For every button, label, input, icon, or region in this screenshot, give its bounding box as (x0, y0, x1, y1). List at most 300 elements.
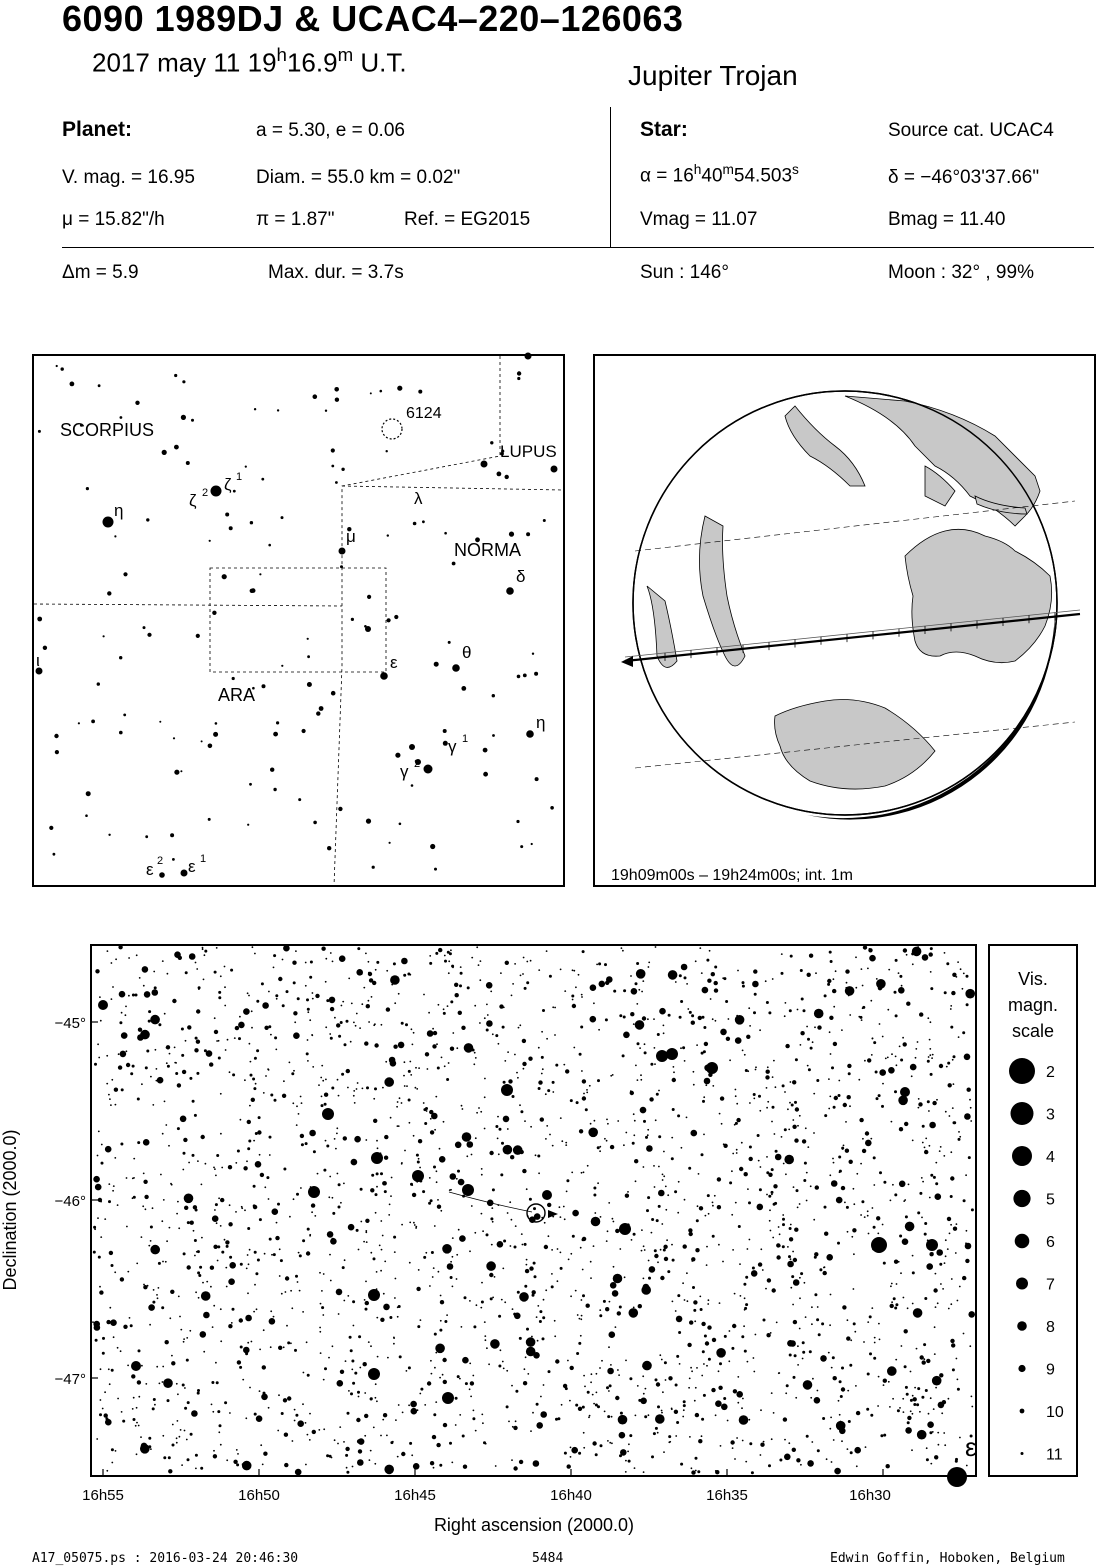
field-star (648, 966, 650, 968)
field-star (433, 1267, 435, 1269)
field-star (860, 1214, 862, 1216)
field-star (898, 1261, 900, 1263)
field-star (873, 1357, 876, 1360)
field-star (913, 1397, 917, 1401)
field-star (408, 1070, 411, 1073)
field-star (277, 1430, 279, 1432)
field-star (742, 985, 745, 988)
field-star (768, 1195, 771, 1198)
field-star (705, 1341, 709, 1345)
field-star (109, 1098, 111, 1100)
field-star (613, 990, 616, 993)
field-star (398, 1305, 401, 1308)
field-star (848, 1072, 851, 1075)
field-star (352, 1382, 355, 1385)
field-star (112, 1190, 114, 1192)
field-star (282, 959, 284, 961)
field-star (906, 1393, 909, 1396)
field-star (268, 1407, 270, 1409)
field-star (382, 1235, 384, 1237)
field-star (486, 1261, 496, 1271)
field-star (175, 1072, 178, 1075)
field-star (747, 1070, 749, 1072)
field-star (933, 1408, 935, 1410)
field-star (319, 1327, 321, 1329)
field-star (658, 1135, 661, 1138)
field-star (611, 1416, 613, 1418)
field-star (380, 1435, 382, 1437)
field-star (131, 1374, 135, 1378)
finder-star (505, 475, 509, 479)
field-star (503, 1240, 506, 1243)
field-star (418, 1269, 420, 1271)
field-star (915, 1057, 917, 1059)
field-star (908, 1184, 910, 1186)
field-star (497, 1116, 499, 1118)
field-star (366, 1004, 370, 1008)
field-star (882, 1083, 884, 1085)
field-star (195, 1291, 197, 1293)
field-star (663, 1151, 665, 1153)
field-star (158, 1287, 160, 1289)
ra-tick-1645: 16h45 (394, 1487, 436, 1504)
field-star (896, 1064, 898, 1066)
field-star (503, 1116, 510, 1123)
finder-star (103, 517, 114, 528)
field-star (726, 1037, 730, 1041)
field-star (450, 1047, 454, 1051)
field-star (737, 970, 739, 972)
field-star (182, 1169, 184, 1171)
field-star (220, 1444, 222, 1446)
field-star (516, 1072, 518, 1074)
field-star (844, 1202, 846, 1204)
field-star (606, 1119, 608, 1121)
field-star (745, 1303, 748, 1306)
field-star (709, 950, 711, 952)
field-star (488, 1363, 490, 1365)
field-star (247, 1227, 250, 1230)
field-star (100, 1236, 102, 1238)
field-star (927, 1060, 930, 1063)
field-star (526, 1347, 536, 1357)
field-star (894, 1193, 897, 1196)
field-star (237, 1360, 241, 1364)
field-star (153, 1289, 155, 1291)
field-star (161, 1220, 163, 1222)
field-star (188, 1162, 190, 1164)
field-star (787, 1108, 789, 1110)
finder-star (162, 450, 167, 455)
field-star (571, 1172, 573, 1174)
field-star (141, 1083, 143, 1085)
field-star (748, 1419, 750, 1421)
field-star (497, 1241, 504, 1248)
field-star (177, 1201, 179, 1203)
field-star (463, 1465, 467, 1469)
field-star (532, 1290, 536, 1294)
field-star (883, 1181, 886, 1184)
finder-star (55, 750, 59, 754)
field-star (273, 1253, 276, 1256)
field-star (150, 1226, 153, 1229)
finder-star (174, 445, 179, 450)
field-star (841, 1440, 843, 1442)
field-star (847, 1319, 849, 1321)
field-star (566, 1179, 569, 1182)
field-star (828, 1078, 830, 1080)
field-star (218, 1040, 220, 1042)
field-star (181, 1054, 184, 1057)
field-star (172, 1424, 174, 1426)
field-star (148, 1245, 150, 1247)
field-star (890, 1285, 892, 1287)
field-star (775, 1150, 778, 1153)
field-star (217, 1410, 220, 1413)
field-star (831, 1461, 833, 1463)
field-star (879, 1023, 881, 1025)
field-star (867, 1215, 869, 1217)
field-star (482, 1230, 484, 1232)
field-star (419, 1393, 421, 1395)
field-star (381, 1024, 383, 1026)
field-star (195, 1454, 198, 1457)
field-star (264, 1253, 266, 1255)
field-star (830, 1294, 832, 1296)
finder-star (159, 872, 165, 878)
field-star (953, 1121, 956, 1124)
field-star (445, 1359, 447, 1361)
field-star (339, 1426, 341, 1428)
field-star (922, 1125, 925, 1128)
field-star (573, 1047, 575, 1049)
field-star (748, 1007, 750, 1009)
field-star (495, 1465, 497, 1467)
field-star (409, 974, 411, 976)
field-star (301, 1102, 303, 1104)
field-star (768, 1011, 771, 1014)
field-star (809, 1350, 812, 1353)
field-star (442, 1244, 452, 1254)
field-star (695, 1413, 699, 1417)
field-star (115, 1104, 117, 1106)
field-star (180, 1329, 182, 1331)
field-star (818, 1333, 821, 1336)
field-star (358, 1335, 361, 1338)
star-vmag: Vmag = 11.07 (640, 209, 758, 230)
field-star (380, 1270, 382, 1272)
field-star (321, 1290, 323, 1292)
field-star (901, 985, 903, 987)
field-star (432, 1276, 434, 1278)
field-star (109, 1307, 111, 1309)
field-star (814, 1256, 817, 1259)
field-star (485, 1443, 487, 1445)
field-star (191, 1410, 198, 1417)
field-star (824, 1114, 827, 1117)
field-star (382, 1419, 384, 1421)
field-star (701, 1418, 704, 1421)
field-star (294, 1021, 296, 1023)
field-star (140, 1436, 142, 1438)
field-star (370, 1450, 372, 1452)
detail-chart-svg (92, 946, 975, 1475)
field-star (176, 1213, 178, 1215)
field-star (216, 1381, 219, 1384)
field-star (312, 998, 314, 1000)
field-star (448, 1062, 450, 1064)
field-star (408, 1366, 411, 1369)
field-star (201, 1184, 203, 1186)
field-star (877, 1233, 879, 1235)
field-star (804, 1282, 806, 1284)
svg-text:ι: ι (36, 651, 40, 670)
field-star (703, 1026, 706, 1029)
field-star (874, 1342, 876, 1344)
field-star (424, 1404, 426, 1406)
field-star (144, 991, 151, 998)
field-star (638, 1304, 642, 1308)
field-star (197, 1392, 200, 1395)
legend-mag-label: 5 (1046, 1191, 1055, 1209)
field-star (800, 969, 803, 972)
finder-star (181, 870, 188, 877)
field-star (758, 1160, 760, 1162)
field-star (862, 1138, 864, 1140)
field-star (752, 981, 759, 988)
field-star (784, 1128, 787, 1131)
field-star (921, 1396, 924, 1399)
field-star (415, 1067, 417, 1069)
field-star (356, 1418, 360, 1422)
field-star (790, 1258, 792, 1260)
field-star (582, 1406, 585, 1409)
field-star (608, 1202, 610, 1204)
field-star (187, 1265, 191, 1269)
field-star (599, 1146, 601, 1148)
field-star (590, 1381, 592, 1383)
field-star (807, 1065, 809, 1067)
field-star (475, 1057, 477, 1059)
field-star (599, 1367, 601, 1369)
legend-mag-label: 8 (1046, 1319, 1055, 1336)
field-star (339, 955, 346, 962)
field-star (795, 1058, 798, 1061)
field-star (924, 1147, 926, 1149)
field-star (320, 1303, 322, 1305)
field-star (165, 1124, 167, 1126)
finder-star (434, 662, 439, 667)
field-star (364, 1392, 366, 1394)
field-star (543, 1299, 545, 1301)
field-star (876, 978, 878, 980)
field-star (172, 999, 176, 1003)
field-star (187, 1458, 190, 1461)
field-star (375, 969, 377, 971)
field-star (952, 1107, 954, 1109)
field-star (454, 983, 458, 987)
field-star (582, 950, 585, 953)
field-star (898, 972, 900, 974)
field-star (216, 1222, 218, 1224)
field-star (929, 1252, 933, 1256)
field-star (448, 960, 450, 962)
field-star (153, 971, 155, 973)
field-star (420, 1319, 422, 1321)
field-star (641, 991, 643, 993)
field-star (510, 1155, 514, 1159)
field-star (395, 1278, 397, 1280)
field-star (291, 1072, 294, 1075)
field-star (684, 1199, 686, 1201)
field-star (430, 1130, 434, 1134)
field-star (853, 1288, 855, 1290)
field-star (916, 1348, 918, 1350)
field-star (334, 1439, 336, 1441)
field-star (800, 1031, 804, 1035)
field-star (659, 1354, 661, 1356)
field-star (413, 1135, 415, 1137)
field-star (359, 1027, 361, 1029)
field-star (235, 1026, 239, 1030)
legend-mag-label: 9 (1046, 1361, 1055, 1379)
field-star (215, 1203, 218, 1206)
svg-text:ε: ε (390, 653, 398, 672)
field-star (484, 1017, 486, 1019)
field-star (247, 1120, 251, 1124)
bright-field-star (871, 1237, 887, 1253)
field-star (384, 1261, 386, 1263)
finder-star (277, 409, 279, 411)
field-star (918, 1098, 920, 1100)
field-star (946, 1066, 948, 1068)
svg-text:1: 1 (236, 471, 243, 483)
field-star (784, 1155, 794, 1165)
field-star (218, 996, 221, 999)
field-star (423, 1102, 425, 1104)
field-star (952, 1368, 955, 1371)
field-star (435, 1352, 437, 1354)
field-star (873, 1226, 876, 1229)
field-star (847, 1231, 849, 1233)
field-star (249, 1105, 251, 1107)
field-star (220, 1225, 222, 1227)
field-star (903, 1297, 905, 1299)
field-star (804, 1162, 807, 1165)
field-star (958, 1036, 960, 1038)
field-star (895, 1303, 898, 1306)
field-star (643, 1278, 645, 1280)
field-star (329, 1254, 331, 1256)
field-star (522, 973, 524, 975)
field-star (843, 1145, 845, 1147)
field-star (653, 1018, 655, 1020)
field-star (193, 1230, 195, 1232)
field-star (251, 1010, 253, 1012)
field-star (911, 1075, 913, 1077)
field-star (548, 1235, 550, 1237)
field-star (214, 971, 217, 974)
finder-star (307, 638, 309, 640)
field-star (201, 1135, 205, 1139)
field-star (867, 1373, 870, 1376)
field-star (437, 1205, 441, 1209)
field-star (683, 1400, 686, 1403)
field-star (952, 973, 956, 977)
field-star (833, 1042, 837, 1046)
field-star (944, 991, 947, 994)
field-star (240, 1119, 242, 1121)
field-star (372, 981, 376, 985)
field-star (839, 1414, 841, 1416)
field-star (971, 1406, 973, 1408)
finder-star (331, 691, 336, 696)
field-star (104, 1413, 108, 1417)
finder-star (351, 618, 354, 621)
field-star (258, 1116, 261, 1119)
field-star (373, 1427, 375, 1429)
field-star (307, 1434, 309, 1436)
field-star (957, 1379, 959, 1381)
field-star (456, 1254, 458, 1256)
field-star (752, 1267, 755, 1270)
field-star (366, 1086, 369, 1089)
field-star (389, 1082, 392, 1085)
magnitude-legend (988, 944, 1078, 1477)
field-star (586, 1304, 590, 1308)
field-star (788, 1129, 790, 1131)
field-star (794, 1354, 797, 1357)
field-star (166, 1240, 168, 1242)
field-star (800, 1272, 803, 1275)
field-star (936, 1099, 938, 1101)
field-star (397, 1456, 399, 1458)
field-star (620, 1412, 623, 1415)
field-star (434, 1333, 437, 1336)
field-star (864, 1060, 866, 1062)
field-star (618, 1415, 628, 1425)
field-star (671, 1157, 674, 1160)
field-star (376, 1271, 378, 1273)
field-star (205, 1163, 207, 1165)
field-star (484, 1096, 486, 1098)
field-star (399, 1097, 401, 1099)
finder-star (334, 387, 339, 392)
field-star (606, 1386, 609, 1389)
field-star (778, 1372, 780, 1374)
field-star (741, 1335, 744, 1338)
field-star (341, 1073, 344, 1076)
field-star (841, 1367, 844, 1370)
field-star (853, 1322, 856, 1325)
field-star (722, 977, 724, 979)
field-star (949, 1233, 951, 1235)
field-star (148, 1010, 151, 1013)
field-star (572, 999, 574, 1001)
field-star (271, 1254, 273, 1256)
finder-star (37, 617, 42, 622)
field-star (598, 962, 601, 965)
field-star (347, 1295, 349, 1297)
field-star (967, 1088, 971, 1092)
field-star (763, 1319, 766, 1322)
field-star (609, 1442, 611, 1444)
field-star (596, 964, 598, 966)
field-star (861, 1019, 863, 1021)
field-star (643, 1393, 645, 1395)
field-star (541, 1073, 543, 1075)
finder-star (180, 770, 182, 772)
